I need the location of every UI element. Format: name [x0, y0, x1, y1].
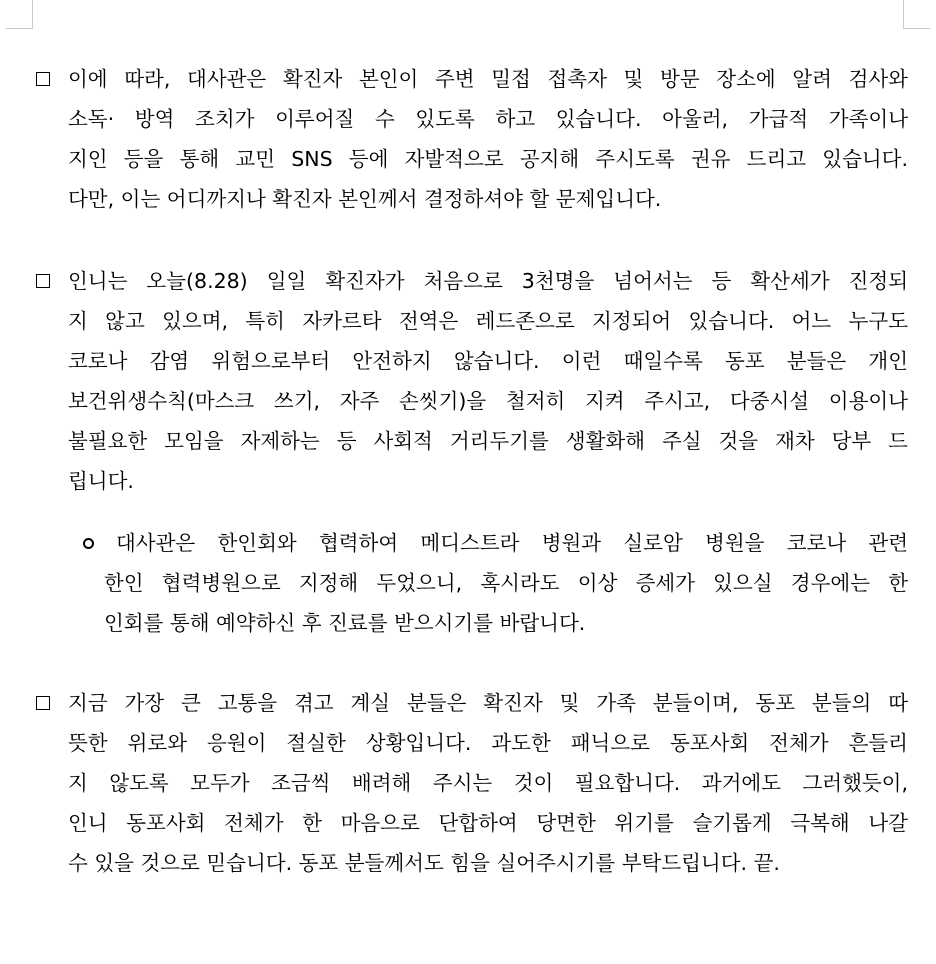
- paragraph-line: 다만, 이는 어디까지나 확진자 본인께서 결정하셔야 할 문제입니다.: [68, 187, 662, 211]
- paragraph-line: 불필요한 모임을 자제하는 등 사회적 거리두기를 생활화해 주실 것을 재차 당부 드: [68, 429, 908, 453]
- circle-bullet-icon: [83, 538, 94, 549]
- square-bullet-icon: [36, 696, 50, 710]
- paragraph-line: 립니다.: [68, 469, 134, 493]
- paragraph-line: 지인 등을 통해 교민 SNS 등에 자발적으로 공지해 주시도록 권유 드리고 있습니다.: [68, 147, 908, 171]
- paragraph-line: 이에 따라, 대사관은 확진자 본인이 주변 밀접 접촉자 및 방문 장소에 알려 검사와: [68, 67, 908, 91]
- paragraph-line: 코로나 감염 위험으로부터 안전하지 않습니다. 이런 때일수록 동포 분들은 개인: [68, 349, 908, 373]
- paragraph-line: 인회를 통해 예약하신 후 진료를 받으시기를 바랍니다.: [104, 611, 586, 635]
- paragraph-line: 소독· 방역 조치가 이루어질 수 있도록 하고 있습니다. 아울러, 가급적 가족이나: [68, 107, 908, 131]
- paragraph-line: 수 있을 것으로 믿습니다. 동포 분들께서도 힘을 실어주시기를 부탁드립니다. 끝.: [68, 851, 780, 875]
- paragraph-line: 지 않도록 모두가 조금씩 배려해 주시는 것이 필요합니다. 과거에도 그러했듯이,: [68, 771, 908, 795]
- paragraph-line: 지금 가장 큰 고통을 겪고 계실 분들은 확진자 및 가족 분들이며, 동포 분들의 따: [68, 691, 908, 715]
- paragraph-line: 보건위생수칙(마스크 쓰기, 자주 손씻기)을 철저히 지켜 주시고, 다중시설 이용이나: [68, 389, 908, 413]
- paragraph-line: 대사관은 한인회와 협력하여 메디스트라 병원과 실로암 병원을 코로나 관련: [116, 531, 908, 555]
- paragraph-line: 지 않고 있으며, 특히 자카르타 전역은 레드존으로 지정되어 있습니다. 어느 누구도: [68, 309, 908, 333]
- square-bullet-icon: [36, 72, 50, 86]
- paragraph-line: 인니 동포사회 전체가 한 마음으로 단합하여 당면한 위기를 슬기롭게 극복해 나갈: [68, 811, 908, 835]
- paragraph-line: 한인 협력병원으로 지정해 두었으니, 혹시라도 이상 증세가 있으실 경우에는 한: [104, 571, 908, 595]
- paragraph-line: 뜻한 위로와 응원이 절실한 상황입니다. 과도한 패닉으로 동포사회 전체가 흔들리: [68, 731, 908, 755]
- square-bullet-icon: [36, 274, 50, 288]
- paragraph-line: 인니는 오늘(8.28) 일일 확진자가 처음으로 3천명을 넘어서는 등 확산세가 진정되: [68, 269, 908, 293]
